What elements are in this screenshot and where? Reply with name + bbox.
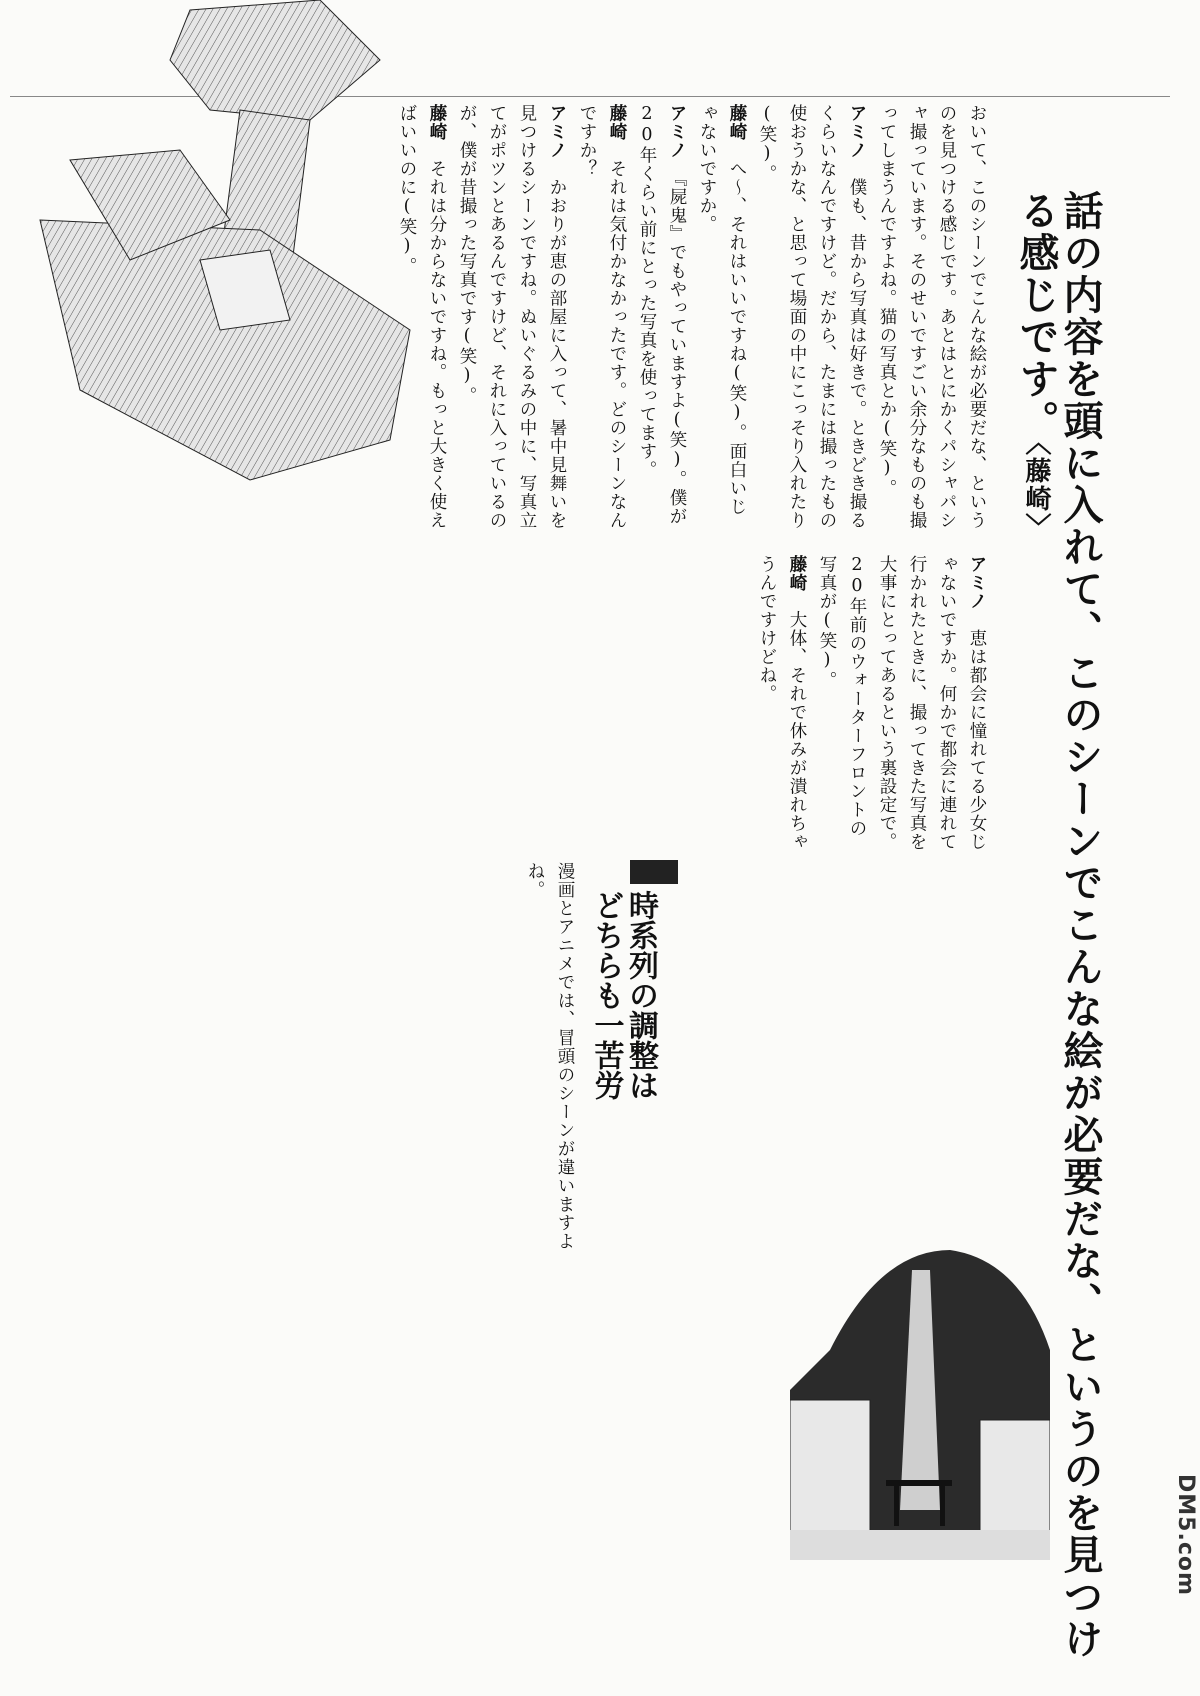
section-title-line2: どちらも一苦労 — [588, 890, 624, 1100]
headline-byline: 〈藤崎〉 — [1021, 442, 1051, 541]
speaker-label: 藤崎 — [727, 104, 747, 141]
speaker-label: アミノ — [847, 104, 867, 160]
dialogue-line: それは分からないですね。もっと大きく使えばいいのに(笑)。 — [397, 104, 447, 530]
speaker-label: アミノ — [967, 555, 987, 611]
dialogue-line: 僕も、昔から写真は好きで。ときどき撮るくらいなんですけど。だから、たまには撮ったもの使おうかな、と思って場面の中にこっそり入れたり(笑)。 — [757, 104, 867, 530]
headline-text: 話の内容を頭に入れて、このシーンでこんな絵が必要だな、というのを見つける感じです。 — [1013, 190, 1104, 1660]
speaker-label: アミノ — [547, 104, 567, 160]
dialogue-line: 『屍鬼』でもやっていますよ(笑)。僕が20年くらい前にとった写真を使ってます。 — [637, 104, 687, 526]
speaker-label: 藤崎 — [607, 104, 627, 141]
dialogue-line: へ〜、それはいいですね(笑)。面白いじゃないですか。 — [697, 104, 747, 516]
site-watermark: DM5.com — [1173, 1474, 1198, 1596]
body-column-bottom-left — [525, 862, 580, 1262]
body-column-top-right — [397, 104, 992, 534]
dialogue-line: 恵は都会に憧れてる少女じゃないですか。何かで都会に連れて行かれたときに、撮ってきた写真を大事にとってあるという裏設定で。20年前のウォーターフロントの写真が(笑)。 — [817, 555, 987, 851]
dialogue-line: 漫画とアニメでは、冒頭のシーンが違いますよね。 — [525, 862, 575, 1251]
body-column-middle-right — [752, 555, 992, 855]
dialogue-line: それは気付かなかったです。どのシーンなんですか？ — [577, 104, 627, 530]
dialogue-line: おいて、このシーンでこんな絵が必要だな、というのを見つける感じです。あとはとにかくパシャパシャ撮っています。そのせいですごい余分なものも撮ってしまうんですよね。猫の写真とか(笑)。 — [877, 104, 987, 530]
section-title — [588, 890, 657, 1100]
shrine-stairway-illustration — [790, 1230, 1050, 1560]
section-title-line1: 時系列の調整は — [623, 890, 658, 1100]
section-marker-icon — [630, 860, 678, 884]
temple-rooftop-illustration — [10, 0, 450, 490]
dialogue-line: 大体、それで休みが潰れちゃうんですけどね。 — [757, 555, 807, 851]
dialogue-line: かおりが恵の部屋に入って、暑中見舞いを見つけるシーンですね。ぬいぐるみの中に、写真立てがポツンとあるんですけど、それに入っているのが、僕が昔撮った写真です(笑)。 — [457, 104, 567, 530]
speaker-label: 藤崎 — [787, 555, 807, 592]
speaker-label: アミノ — [667, 104, 687, 160]
speaker-label: 藤崎 — [427, 104, 447, 141]
